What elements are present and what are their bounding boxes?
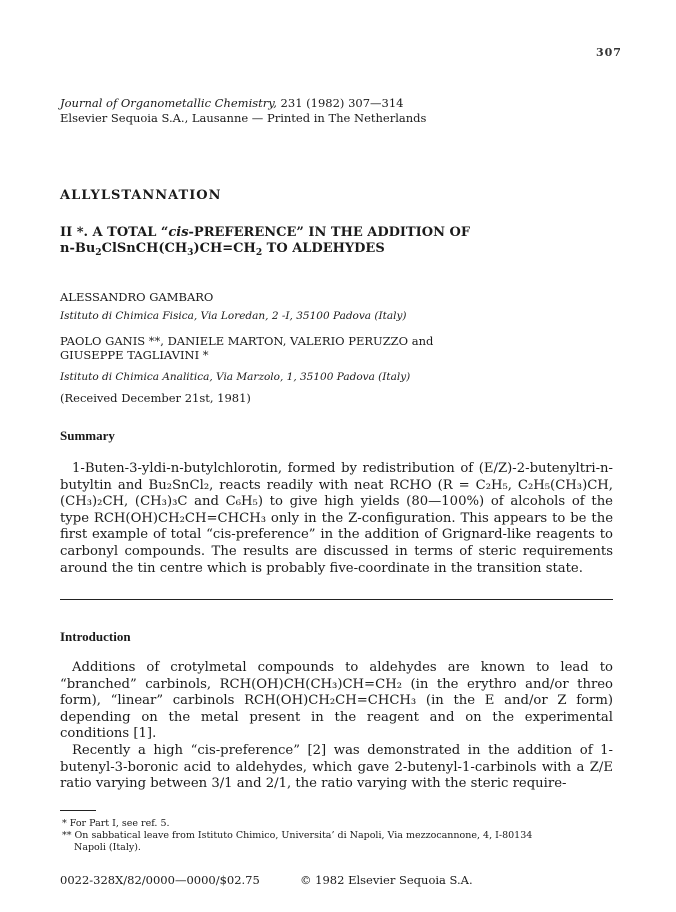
intro-paragraph: Recently a high “cis-preference” [2] was demonstrated in the addition of 1-butenyl-3-boronic acid to aldehydes, which gave 2-butenyl-1-carbinols with a Z/E ratio varying between 3/1 and 2/1, the ratio varying with the steric require-: [60, 742, 613, 792]
title-text: -PREFERENCE” IN THE ADDITION OF: [188, 225, 471, 240]
affiliation-first: Istituto di Chimica Fisica, Via Loredan, 2 -I, 35100 Padova (Italy): [60, 310, 407, 322]
author-first: ALESSANDRO GAMBARO: [60, 290, 214, 304]
journal-name: Journal of Organometallic Chemistry,: [60, 96, 277, 110]
footnote-rule: [60, 810, 96, 811]
received-date: (Received December 21st, 1981): [60, 391, 251, 405]
author-line: PAOLO GANIS **, DANIELE MARTON, VALERIO PERUZZO and: [60, 334, 434, 348]
footnotes: [62, 818, 622, 854]
title-formula: )CH=CH: [193, 241, 256, 256]
summary-text: 1-Buten-3-yldi-n-butylchlorotin, formed by redistribution of (E/Z)-2-butenyltri-n-butyltin and Bu₂SnCl₂, reacts readily with neat RCHO (R = C₂H₅, C₂H₅(CH₃)CH, (CH₃)₂CH, (CH₃)₃C and C₆H₅) to give high yields (80—100%) of alcohols of the type RCH(OH)CH₂CH=CHCH₃ only in the Z-configuration. This appears to be the first example of total “cis-preference” in the addition of Grignard-like reagents to carbonyl compounds. The results are discussed in terms of steric requirements around the tin centre which is probably five-coordinate in the transition state.: [60, 461, 613, 576]
intro-paragraph: Additions of crotylmetal compounds to aldehydes are known to lead to “branched” carbinols, RCH(OH)CH(CH₃)CH=CH₂ (in the erythro and/or threo form), “linear” carbinols RCH(OH)CH₂CH=CHCH₃ (in the E and/or Z form) depending on the metal present in the reagent and on the experimental conditions [1].: [60, 660, 613, 742]
summary-body: [60, 461, 613, 577]
journal-volume: 231 (1982) 307—314: [276, 96, 404, 110]
title-text: II *. A TOTAL “: [60, 225, 169, 240]
summary-heading: Summary: [60, 428, 115, 443]
section-divider: [60, 599, 613, 600]
title-cis: cis: [168, 225, 189, 240]
publisher-line: Elsevier Sequoia S.A., Lausanne — Printed in The Netherlands: [60, 111, 427, 125]
journal-citation: [60, 96, 426, 126]
copyright: © 1982 Elsevier Sequoia S.A.: [300, 873, 473, 887]
subscript: 2: [95, 247, 102, 258]
paper-title: [60, 225, 620, 257]
footnote: ** On sabbatical leave from Istituto Chimico, Universita’ di Napoli, Via mezzocannone, 4, I-80134: [62, 830, 533, 841]
issn-price: 0022-328X/82/0000—0000/$02.75: [60, 873, 260, 887]
introduction-body: [60, 660, 613, 793]
title-formula: ClSnCH(CH: [101, 241, 188, 256]
author-line: GIUSEPPE TAGLIAVINI *: [60, 348, 209, 362]
footnote: * For Part I, see ref. 5.: [62, 818, 170, 829]
subscript: 2: [255, 247, 263, 258]
series-title: ALLYLSTANNATION: [60, 188, 222, 203]
subscript: 3: [187, 247, 194, 258]
author-group: [60, 334, 433, 362]
page-number: 307: [596, 46, 622, 59]
title-formula: TO ALDEHYDES: [262, 241, 385, 256]
affiliation-second: Istituto di Chimica Analitica, Via Marzolo, 1, 35100 Padova (Italy): [60, 371, 411, 383]
footnote: Napoli (Italy).: [74, 842, 141, 853]
title-formula: n-Bu: [60, 241, 96, 256]
introduction-heading: Introduction: [60, 629, 131, 644]
